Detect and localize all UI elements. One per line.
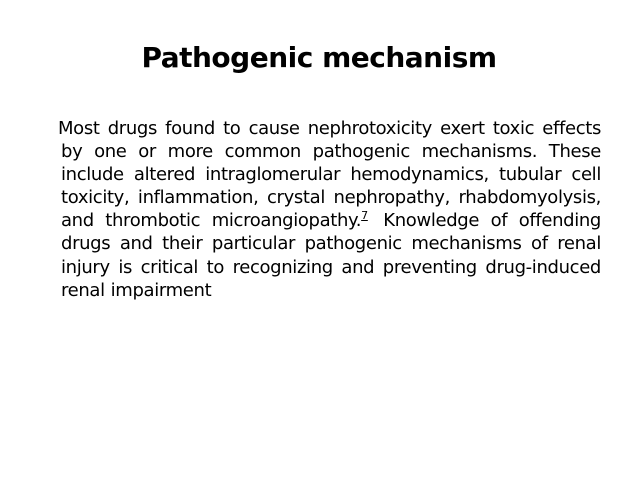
- paragraph-text-after-reference: Knowledge of offending drugs and their particular pathogenic mechanisms of renal injury is critical to recognizing and preventing drug-induced renal impairment: [61, 210, 601, 301]
- reference-marker[interactable]: 7: [361, 209, 368, 223]
- paragraph-text-before-reference: Most drugs found to cause nephrotoxicity exert toxic effects by one or more common pathogenic mechanisms. These include altered intraglomerular hemodynamics, tubular cell toxicity, inflammation, crystal nephropathy, rhabdomyolysis, and thrombotic microangiopathy.: [58, 118, 601, 232]
- slide-title: Pathogenic mechanism: [141, 41, 497, 74]
- body-paragraph: [58, 117, 601, 302]
